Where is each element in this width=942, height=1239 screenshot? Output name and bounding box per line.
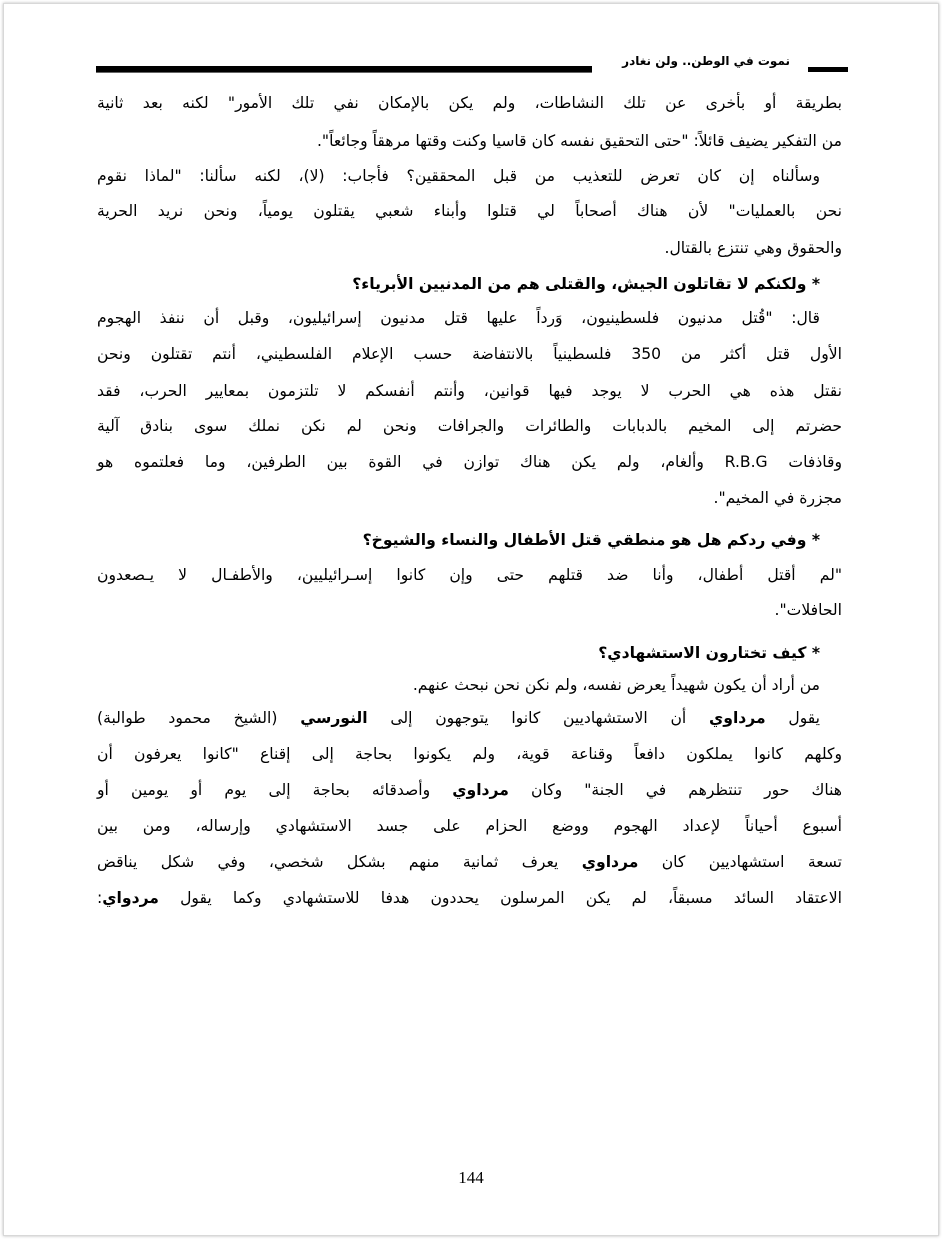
text-line	[97, 158, 842, 194]
text-segment: نحن بالعمليات" لأن هناك أصحاباً لي قتلوا وأبناء شعبي يقتلون يومياً، ونحن نريد الحرية	[97, 202, 842, 220]
text-segment: أن الاستشهاديين كانوا يتوجهون إلى	[367, 709, 709, 727]
text-line	[97, 373, 842, 409]
bold-name: مرداوي	[708, 709, 766, 727]
text-segment: تسعة استشهاديين كان	[638, 853, 842, 871]
text-segment: "لم أقتل أطفال، وأنا ضد قتلهم حتى وإن كانوا إسـرائيليين، والأطفـال لا يـصعدون	[97, 566, 842, 584]
text-line	[97, 123, 842, 159]
text-line	[97, 85, 842, 121]
text-line	[97, 300, 842, 336]
text-segment: قال: "قُتل مدنيون فلسطينيون، وَرداً عليها قتل مدنيون إسرائيليون، وقبل أن ننفذ الهجوم	[97, 309, 820, 327]
text-segment: الاعتقاد السائد مسبقاً، لم يكن المرسلون يحددون هدفا للاستشهادي وكما يقول	[158, 889, 842, 907]
text-line	[97, 480, 842, 516]
text-line	[97, 667, 842, 703]
text-segment: :	[97, 889, 103, 907]
text-segment: من أراد أن يكون شهيداً يعرض نفسه، ولم نكن نحن نبحث عنهم.	[412, 676, 820, 694]
text-segment: وسألناه إن كان تعرض للتعذيب من قبل المحققين؟ فأجاب: (لا)، لكنه سألنا: "لماذا نقوم	[97, 167, 820, 185]
text-segment: أسبوع أحياناً لإعداد الهجوم ووضع الحزام على جسد الاستشهادي وإرساله، ومن بين	[97, 817, 842, 835]
text-line	[97, 444, 842, 480]
text-line	[97, 880, 842, 916]
text-line	[97, 336, 842, 372]
text-line	[97, 736, 842, 772]
text-segment: * ولكنكم لا تقاتلون الجيش، والقتلى هم من المدنيين الأبرياء؟	[352, 275, 820, 293]
running-header	[96, 54, 848, 78]
question-heading	[97, 522, 842, 558]
text-segment: (الشيخ محمود طوالبة)	[97, 709, 301, 727]
running-header-title: نموت في الوطن.. ولن نغادر	[622, 54, 790, 68]
text-segment: يقول	[765, 709, 821, 727]
text-segment: * وفي ردكم هل هو منطقي قتل الأطفال والنساء والشيوخ؟	[362, 531, 820, 549]
text-line	[97, 772, 842, 808]
bold-name: مرداوي	[581, 853, 639, 871]
text-segment: حضرتم إلى المخيم بالدبابات والطائرات والجرافات ونحن لم نكن نملك سوى بنادق آلية	[97, 417, 842, 435]
bold-name: النورسي	[300, 709, 368, 727]
text-segment: هناك حور تنتظرهم في الجنة" وكان	[508, 781, 842, 799]
text-segment: من التفكير يضيف قائلاً: "حتى التحقيق نفسه كان قاسيا وكنت وقتها مرهقاً وجائعاً".	[316, 132, 842, 150]
question-heading	[97, 635, 842, 671]
text-line	[97, 230, 842, 266]
text-segment: والحقوق وهي تنتزع بالقتال.	[664, 239, 842, 257]
text-line	[97, 700, 842, 736]
text-line	[97, 592, 842, 628]
text-segment: وقاذفات R.B.G وألغام، ولم يكن هناك توازن في القوة بين الطرفين، وما فعلتموه هو	[97, 453, 842, 471]
text-line	[97, 193, 842, 229]
text-line	[97, 808, 842, 844]
text-segment: وأصدقائه بحاجة إلى يوم أو يومين أو	[97, 781, 453, 799]
text-line	[97, 844, 842, 880]
bold-name: مرداوي	[452, 781, 509, 799]
text-line	[97, 408, 842, 444]
header-rule-right	[808, 67, 848, 72]
text-segment: بطريقة أو بأخرى عن تلك النشاطات، ولم يكن بالإمكان نفي تلك الأمور" لكنه بعد ثانية	[97, 94, 842, 112]
page-number: 144	[458, 1168, 484, 1187]
text-segment: وكلهم كانوا يملكون دافعاً وقناعة قوية، ولم يكونوا بحاجة إلى إقناع "كانوا يعرفون أن	[97, 745, 842, 763]
text-segment: نقتل هذه هي الحرب لا يوجد فيها قوانين، وأنتم أنفسكم لا تلتزمون بمعايير الحرب، فقد	[97, 382, 842, 400]
text-segment: مجزرة في المخيم".	[713, 489, 842, 507]
text-line	[97, 557, 842, 593]
question-heading	[97, 266, 842, 302]
text-segment: * كيف تختارون الاستشهادي؟	[598, 644, 820, 662]
bold-name: مردواي	[102, 889, 159, 907]
text-segment: يعرف ثمانية منهم بشكل شخصي، وفي شكل يناقض	[97, 853, 582, 871]
text-segment: الأول قتل أكثر من 350 فلسطينياً بالانتفاضة حسب الإعلام الفلسطيني، أنتم تقتلون ونحن	[97, 345, 842, 363]
text-segment: الحافلات".	[774, 601, 842, 619]
header-rule-left	[96, 66, 592, 73]
